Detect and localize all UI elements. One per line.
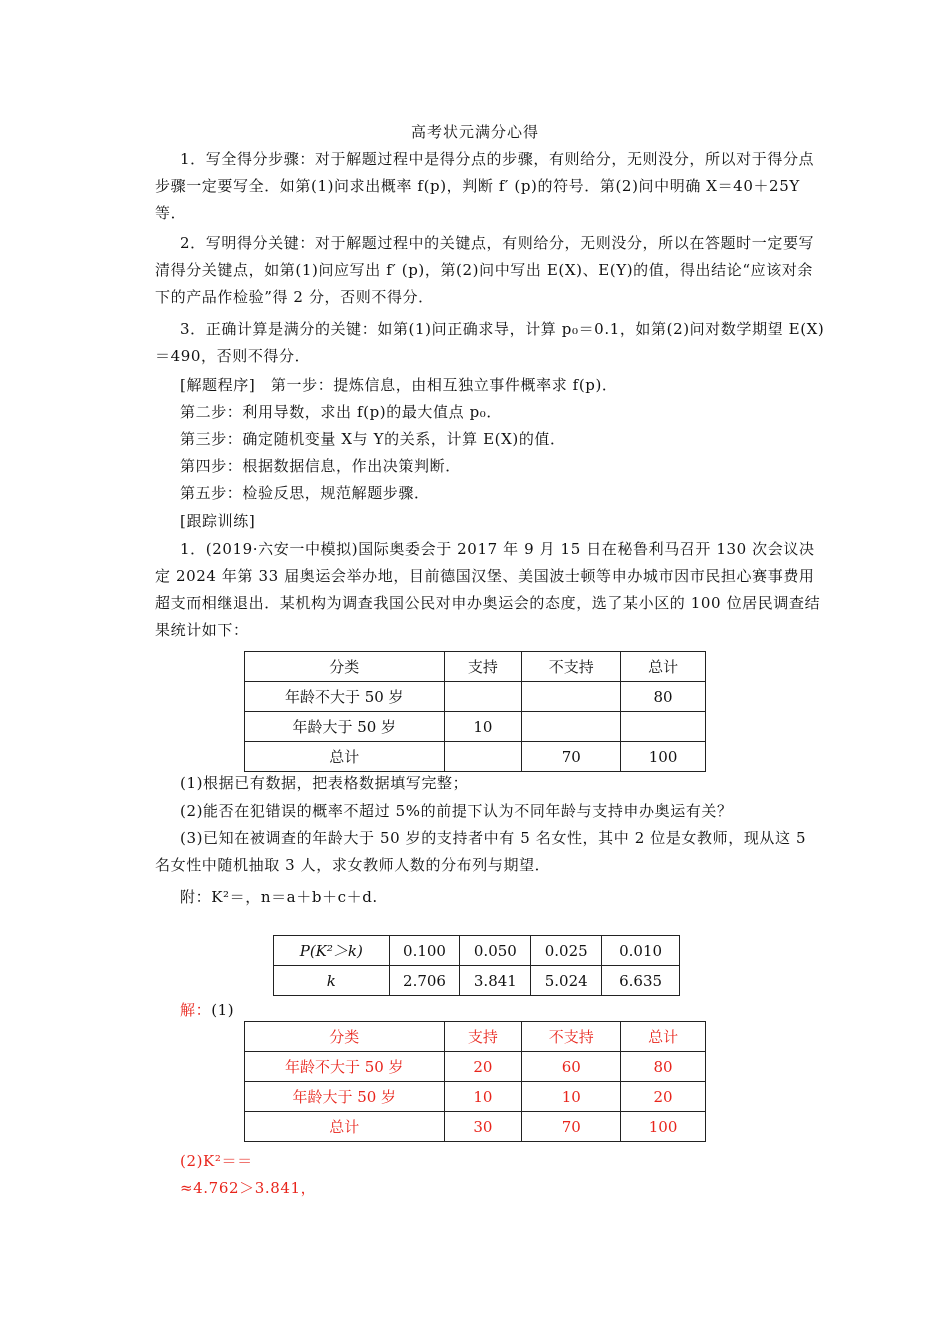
table-cell: 不支持 [522, 1022, 621, 1052]
question-3: (3)已知在被调查的年龄大于 50 岁的支持者中有 5 名女性，其中 2 位是女教师，现从这 5 名女性中随机抽取 3 人，求女教师人数的分布列与期望． [155, 829, 807, 874]
table-cell: 支持 [444, 1022, 522, 1052]
table-row [245, 1112, 706, 1142]
table-cell: 总计 [621, 652, 706, 682]
appendix-formula: 附：K²＝，n＝a＋b＋c＋d. [180, 888, 378, 906]
table-row [245, 682, 706, 712]
survey-table [244, 651, 706, 772]
table-cell: 100 [621, 742, 706, 772]
table-cell: k [274, 966, 390, 996]
table-cell: P(K²＞k) [274, 936, 390, 966]
table-cell: 10 [522, 1082, 621, 1112]
step-4: 第四步：根据数据信息，作出决策判断． [180, 457, 461, 475]
table-cell: 10 [444, 1082, 522, 1112]
table-cell: 总计 [245, 742, 445, 772]
table-cell: 2.706 [389, 966, 460, 996]
table-row [245, 742, 706, 772]
step-5: 第五步：检验反思，规范解题步骤． [180, 484, 430, 502]
tip-3: 3．正确计算是满分的关键：如第(1)问正确求导，计算 p₀＝0.1，如第(2)问对数学期望 E(X)＝490，否则不得分． [155, 320, 825, 365]
table-header-row [245, 1022, 706, 1052]
page-title: 高考状元满分心得 [410, 123, 539, 141]
solution-result: ≈4.762＞3.841， [180, 1179, 317, 1197]
solution-heading [180, 999, 234, 1020]
table-cell: 10 [444, 712, 522, 742]
table-cell: 6.635 [602, 966, 680, 996]
table-cell: 70 [522, 742, 621, 772]
solution-part: (1) [211, 1001, 235, 1019]
tip-2: 2．写明得分关键：对于解题过程中的关键点，有则给分，无则没分，所以在答题时一定要写清得分关键点，如第(1)问应写出 f′ (p)，第(2)问中写出 E(X)、E(Y)的值，得出结论“应该对余下的产品作检验”得 2 分，否则不得分． [155, 234, 815, 306]
table-cell: 30 [444, 1112, 522, 1142]
step-3: 第三步：确定随机变量 X与 Y的关系，计算 E(X)的值． [180, 430, 566, 448]
table-cell: 总计 [621, 1022, 706, 1052]
table-cell: 5.024 [531, 966, 602, 996]
solution-table [244, 1021, 706, 1142]
step-2: 第二步：利用导数，求出 f(p)的最大值点 p₀． [180, 403, 503, 421]
table-cell: 分类 [245, 1022, 445, 1052]
table-cell: 年龄不大于 50 岁 [245, 1052, 445, 1082]
table-cell: 不支持 [522, 652, 621, 682]
table-cell [621, 712, 706, 742]
table-cell: 总计 [245, 1112, 445, 1142]
table-cell [444, 682, 522, 712]
follow-up-heading: [跟踪训练] [180, 512, 256, 530]
step-program: [解题程序] 第一步：提炼信息，由相互独立事件概率求 f(p)． [180, 376, 618, 394]
table-cell: 3.841 [460, 966, 531, 996]
table-cell: 年龄大于 50 岁 [245, 1082, 445, 1112]
table-cell: 20 [621, 1082, 706, 1112]
solution-label: 解： [180, 1001, 212, 1019]
table-cell: 60 [522, 1052, 621, 1082]
table-row [245, 1082, 706, 1112]
tip-1: 1．写全得分步骤：对于解题过程中是得分点的步骤，有则给分，无则没分，所以对于得分点步骤一定要写全．如第(1)问求出概率 f(p)，判断 f′ (p)的符号．第(2)问中明确 X＝40＋25Y等． [155, 150, 815, 222]
table-cell: 支持 [444, 652, 522, 682]
table-header-row [245, 652, 706, 682]
table-cell: 0.100 [389, 936, 460, 966]
question-1: (1)根据已有数据，把表格数据填写完整； [180, 774, 469, 792]
table-cell: 0.050 [460, 936, 531, 966]
table-cell: 80 [621, 682, 706, 712]
table-row [274, 936, 680, 966]
table-cell [522, 712, 621, 742]
table-cell: 80 [621, 1052, 706, 1082]
table-cell: 70 [522, 1112, 621, 1142]
table-row [245, 712, 706, 742]
table-cell: 0.025 [531, 936, 602, 966]
critical-value-table [273, 935, 680, 996]
table-cell: 分类 [245, 652, 445, 682]
table-row [274, 966, 680, 996]
table-cell: 100 [621, 1112, 706, 1142]
table-row [245, 1052, 706, 1082]
solution-formula: (2)K²＝＝ [180, 1152, 253, 1170]
question-2: (2)能否在犯错误的概率不超过 5%的前提下认为不同年龄与支持申办奥运有关？ [180, 802, 733, 820]
table-cell: 年龄大于 50 岁 [245, 712, 445, 742]
table-cell: 20 [444, 1052, 522, 1082]
table-cell [444, 742, 522, 772]
table-cell: 0.010 [602, 936, 680, 966]
problem-text: 1．(2019·六安一中模拟)国际奥委会于 2017 年 9 月 15 日在秘鲁利马召开 130 次会议决定 2024 年第 33 届奥运会举办地，目前德国汉堡、美国波士顿等申办城市因市民担心赛事费用超支而相继退出．某机构为调查我国公民对申办奥运会的态度，选了某小区的 100 位居民调查结果统计如下： [155, 540, 821, 639]
table-cell: 年龄不大于 50 岁 [245, 682, 445, 712]
table-cell [522, 682, 621, 712]
